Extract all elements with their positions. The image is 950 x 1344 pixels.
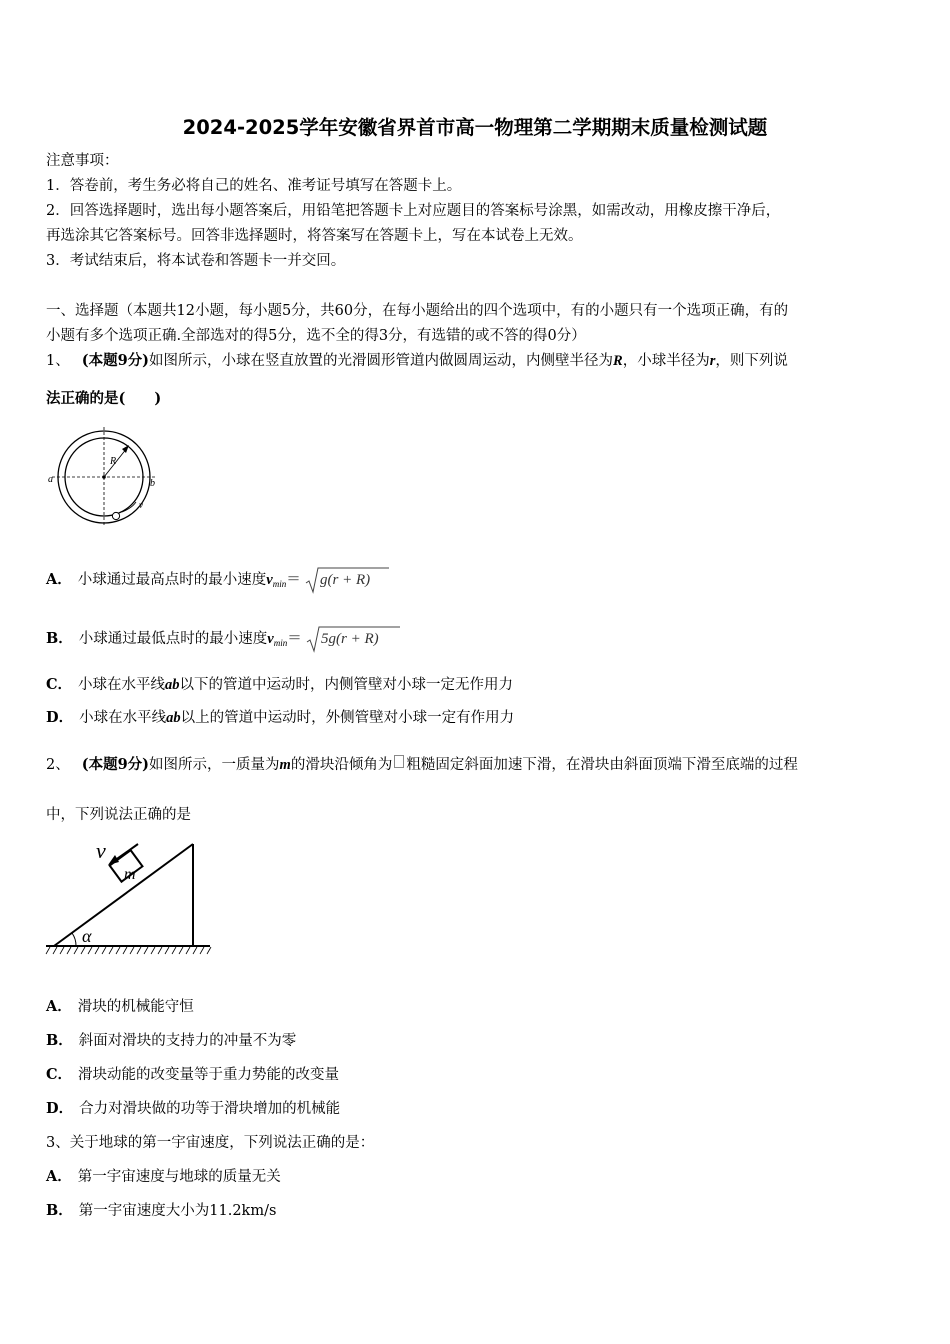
q2-option-d[interactable]: [46, 1099, 906, 1119]
q1-score: (本题9分): [81, 352, 150, 369]
q3-option-b[interactable]: [46, 1201, 906, 1221]
q1-option-a-v-sub: min: [272, 579, 287, 589]
q1-text-a: 如图所示，小球在竖直放置的光滑圆形管道内做圆周运动，内侧壁半径为: [149, 353, 614, 369]
q2-score: (本题9分): [81, 756, 150, 773]
page-title: 2024-2025学年安徽省界首市高一物理第二学期期末质量检测试题: [182, 116, 768, 139]
label-a: a: [48, 474, 53, 485]
q1-option-d-var: ab: [166, 710, 181, 726]
q1-circular-tube-figure: [44, 424, 164, 534]
q1-option-b-eq: ＝: [287, 631, 302, 647]
q2-stem: [46, 755, 906, 775]
label-m: m: [124, 866, 136, 883]
q3-option-a[interactable]: [46, 1167, 906, 1187]
q3-stem: 3、关于地球的第一宇宙速度，下列说法正确的是：: [46, 1135, 375, 1151]
q2-option-a-label: A．: [46, 998, 72, 1015]
q3-option-a-text: 第一宇宙速度与地球的质量无关: [77, 1169, 281, 1185]
q2-text-a: 如图所示，一质量为: [149, 757, 280, 773]
q1-option-a-text: 小球通过最高点时的最小速度: [77, 572, 267, 588]
q1-option-c-var: ab: [165, 677, 180, 693]
section-header-line2: 小题有多个选项正确.全部选对的得5分，选不全的得3分，有选错的或不答的得0分）: [46, 328, 586, 344]
q2-number: 2、: [46, 757, 70, 773]
label-R: R: [110, 456, 117, 467]
missing-glyph-box: [394, 755, 404, 768]
q3-option-b-text: 第一宇宙速度大小为11.2km/s: [78, 1203, 277, 1219]
q1-option-b-text: 小球通过最低点时的最小速度: [78, 631, 268, 647]
section-header-line1: 一、选择题（本题共12小题，每小题5分，共60分，在每小题给出的四个选项中，有的小题只有一个选项正确，有的: [46, 303, 789, 319]
q1-option-b-label: B．: [46, 630, 73, 647]
notice-item-2b: 再选涂其它答案标号。回答非选择题时，将答案写在答题卡上，写在本试卷上无效。: [46, 228, 583, 244]
q1-option-b-v-sub: min: [273, 638, 288, 648]
q1-stem: [46, 351, 906, 371]
q3-option-a-label: A．: [46, 1168, 72, 1185]
notice-item-2a: 2．回答选择题时，选出每小题答案后，用铅笔把答题卡上对应题目的答案标号涂黑，如需改动，用橡皮擦干净后，: [46, 203, 781, 219]
q3-option-b-label: B．: [46, 1202, 73, 1219]
q1-option-b-sqrt: [306, 625, 400, 653]
q2-option-d-label: D．: [46, 1100, 74, 1117]
q2-option-b-text: 斜面对滑块的支持力的冲量不为零: [78, 1033, 297, 1049]
label-alpha: α: [82, 926, 92, 946]
q1-var-R: R: [613, 353, 623, 369]
q1-var-r: r: [709, 353, 716, 369]
q1-option-c-text-b: 以下的管道中运动时，内侧管壁对小球一定无作用力: [179, 677, 514, 693]
q2-option-c-label: C．: [46, 1066, 73, 1083]
q2-text-c: 粗糙固定斜面加速下滑，在滑块由斜面顶端下滑至底端的过程: [406, 757, 798, 773]
q1-option-c-text-a: 小球在水平线: [78, 677, 166, 693]
q2-option-b-label: B．: [46, 1032, 73, 1049]
label-v: v: [96, 838, 106, 863]
q2-option-a[interactable]: [46, 997, 906, 1017]
q1-text-b: ，小球半径为: [622, 353, 710, 369]
radius-arrowhead: [122, 445, 129, 453]
angle-arc: [72, 933, 76, 946]
q2-incline-figure: [44, 838, 214, 960]
small-ball: [112, 512, 119, 519]
q1-option-c[interactable]: [46, 675, 906, 695]
q1-option-b-v: v: [267, 631, 274, 647]
q1-option-a-eq: ＝: [286, 572, 301, 588]
q1-option-d-text-b: 以上的管道中运动时，外侧管壁对小球一定有作用力: [180, 710, 515, 726]
q2-var-m: m: [279, 757, 291, 773]
q1-option-d[interactable]: [46, 708, 906, 728]
label-v: v: [139, 500, 143, 510]
center-dot: [102, 475, 106, 479]
notice-heading: 注意事项：: [46, 153, 119, 169]
q2-option-d-text: 合力对滑块做的功等于滑块增加的机械能: [79, 1101, 341, 1117]
q1-option-b[interactable]: [46, 625, 906, 655]
q1-option-a-v: v: [266, 572, 273, 588]
q1-option-d-label: D．: [46, 709, 74, 726]
q1-text-c: ，则下列说: [715, 353, 788, 369]
q1-option-d-text-a: 小球在水平线: [79, 710, 167, 726]
q2-option-b[interactable]: [46, 1031, 906, 1051]
q1-option-a-label: A．: [46, 571, 72, 588]
q2-text-b: 的滑块沿倾角为: [290, 757, 393, 773]
q1-option-a-formula: g(r + R): [320, 572, 371, 588]
q1-option-a[interactable]: [46, 566, 906, 596]
q2-stem-line2: 中，下列说法正确的是: [46, 807, 191, 823]
ground-hatching: [46, 947, 211, 954]
notice-item-1: 1．答卷前，考生务必将自己的姓名、准考证号填写在答题卡上。: [46, 178, 462, 194]
q1-option-c-label: C．: [46, 676, 73, 693]
label-b: b: [150, 478, 155, 489]
notice-item-3: 3．考试结束后，将本试卷和答题卡一并交回。: [46, 253, 346, 269]
q2-option-c[interactable]: [46, 1065, 906, 1085]
q1-option-a-sqrt: [305, 566, 389, 594]
q2-option-a-text: 滑块的机械能守恒: [77, 999, 194, 1015]
q1-number: 1、: [46, 353, 70, 369]
q2-option-c-text: 滑块动能的改变量等于重力势能的改变量: [78, 1067, 340, 1083]
q1-option-b-formula: 5g(r + R): [321, 631, 379, 647]
q1-stem-line2: 法正确的是( ): [46, 390, 162, 407]
